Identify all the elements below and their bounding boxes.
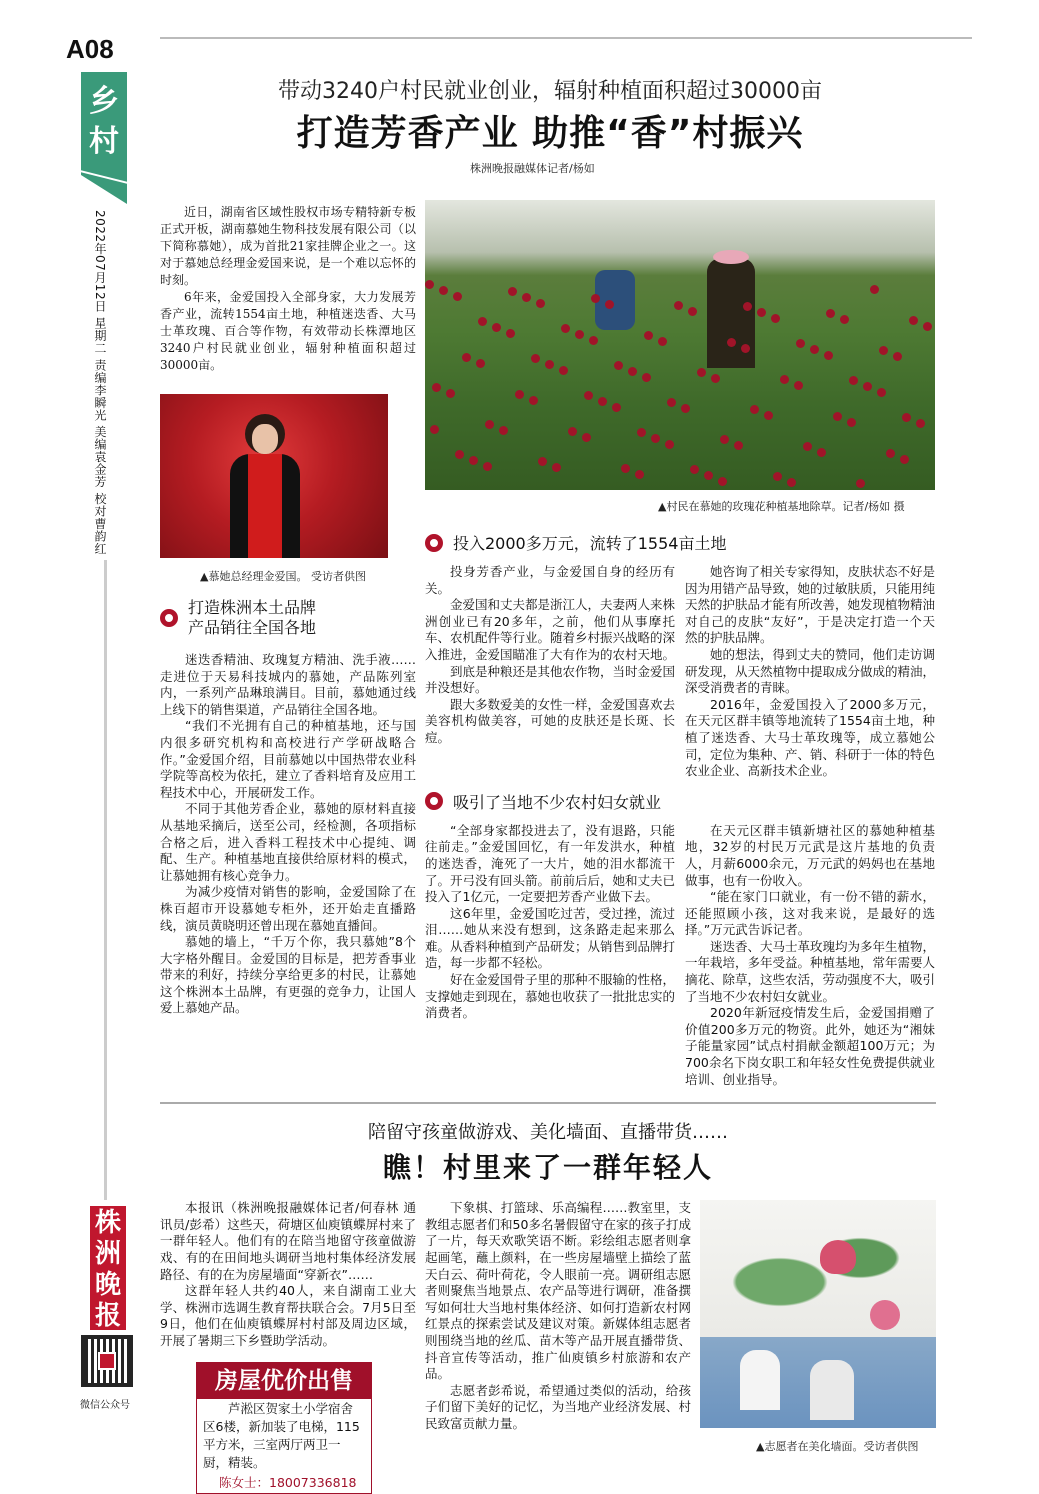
text-column: [685, 564, 935, 780]
rose-flower: [688, 307, 697, 316]
rose-flower: [773, 472, 782, 481]
rose-flower: [575, 330, 584, 339]
rose-flower: [727, 338, 736, 347]
rose-flower: [612, 403, 621, 412]
ad-title: 房屋优价出售: [197, 1363, 371, 1399]
rose-flower: [877, 388, 886, 397]
rose-flower: [522, 293, 531, 302]
rose-flower: [743, 302, 752, 311]
rose-flower: [870, 285, 879, 294]
page-number: A08: [66, 34, 114, 64]
paragraph: 不同于其他芳香企业，慕她的原材料直接从基地采摘后，送至公司，经检测，各项指标合格之后，进入香料工程技术中心提纯、调配、生产。种植基地直接供给原材料的模式，让慕她拥有核心竞争力。: [160, 801, 416, 883]
rose-flower: [923, 322, 932, 331]
rose-flower: [453, 292, 462, 301]
rose-flower: [718, 477, 727, 486]
photo1-caption: ▲慕她总经理金爱国。 受访者供图: [200, 570, 366, 583]
rose-flower: [902, 413, 911, 422]
rose-flower: [856, 479, 865, 488]
rose-flower: [651, 434, 660, 443]
rose-flower: [644, 331, 653, 340]
section2-heading-text: 投入2000多万元，流转了1554亩土地: [453, 534, 727, 553]
rose-flower: [430, 425, 439, 434]
article2-col1: [160, 1200, 416, 1493]
rose-flower: [446, 389, 455, 398]
rose-flower: [879, 346, 888, 355]
dateline: 2022年07月12日 星期二 责编李瞬光 美编袁金芳 校对曹韵红: [93, 210, 107, 555]
rose-flower: [674, 301, 683, 310]
section1-heading-line2: 产品销往全国各地: [188, 618, 317, 637]
rose-flower: [803, 442, 812, 451]
rose-flower: [605, 300, 614, 309]
paragraph: 2016年，金爱国投入了2000多万元，在天元区群丰镇等地流转了1554亩土地，种植了迷迭香、大马士革玫瑰等，成立慕她公司，定位为集种、产、销、科研于一体的特色农业企业、高新技术企业。: [685, 696, 936, 779]
rose-flower: [531, 354, 540, 363]
paragraph: 投身芳香产业，与金爱国自身的经历有关。: [425, 564, 675, 596]
rose-flower: [734, 441, 743, 450]
section1-body: [160, 652, 416, 1017]
paragraph: 这群年轻人共约40人，来自湖南工业大学、株洲市选调生教育帮扶联合会。7月5日至9日，他们在仙庾镇蝶屏村村部及周边区域，开展了暑期三下乡暨助学活动。: [160, 1283, 416, 1348]
rose-flower: [642, 373, 651, 382]
rose-flower: [469, 456, 478, 465]
rose-flower: [840, 315, 849, 324]
article-divider: [160, 1102, 936, 1104]
rose-flower: [582, 433, 591, 442]
rose-flower: [863, 382, 872, 391]
rose-flower: [515, 390, 524, 399]
paragraph: 慕她的墙上，“千万个你，我只慕她”8个大字格外醒目。金爱国的目标是，把芳香事业带来的利好，持续分享给更多的村民，让慕她这个株洲本土品牌，有更强的竞争力，让国人爱上慕她产品。: [160, 934, 416, 1016]
rose-flower: [849, 376, 858, 385]
photo-rose-field: [425, 200, 935, 490]
newspaper-logo: 株 洲 晚 报: [90, 1206, 126, 1330]
rose-flower: [690, 465, 699, 474]
article2-body: [160, 1200, 936, 1493]
rose-flower: [637, 428, 646, 437]
photo2-caption: ▲村民在慕她的玫瑰花种植基地除草。记者/杨如 摄: [658, 500, 905, 513]
article2-photo-column: [700, 1200, 936, 1493]
article1-title: 打造芳香产业 助推“香”村振兴: [296, 113, 804, 154]
rose-flower: [681, 404, 690, 413]
rose-flower: [750, 405, 759, 414]
rose-flower: [506, 329, 515, 338]
paragraph: “能在家门口就业，有一份不错的薪水，还能照顾小孩，这对我来说，是最好的选择。”万元武告诉记者。: [685, 889, 935, 938]
section2-heading: [425, 531, 935, 554]
photo3-caption: ▲志愿者在美化墙面。受访者供图: [756, 1440, 919, 1454]
paragraph: “我们不光拥有自己的种植基地，还与国内很多研究机构和高校进行产学研战略合作。”金爱国介绍，目前慕她以中国热带农业科学院等高校为依托，建立了香料培育及应用工程技术中心，开展研发工作。: [160, 718, 416, 800]
intro-paragraph: 6年来，金爱国投入全部身家，大力发展芳香产业，流转1554亩土地，种植迷迭香、大马士革玫瑰、百合等作物，有效带动长株潭地区3240户村民就业创业，辐射种植面积超过30000亩。: [160, 290, 416, 372]
photo-volunteers-mural: [700, 1200, 936, 1428]
paragraph: 本报讯（株洲晚报融媒体记者/何春林 通讯员/彭希）这些天，荷塘区仙庾镇蝶屏村来了一群年轻人。他们有的在陪当地留守孩童做游戏、有的在田间地头调研当地村集体经济发展路径、有的在为房屋墙面“穿新衣”……: [160, 1200, 416, 1282]
photo-general-manager: [160, 394, 388, 558]
rose-flower: [893, 352, 902, 361]
rose-flower: [589, 336, 598, 345]
rose-flower: [455, 450, 464, 459]
paragraph: 为减少疫情对销售的影响，金爱国除了在株百超市开设慕她专柜外，还开始走直播路线，演员黄晓明还曾出现在慕她直播间。: [160, 884, 416, 933]
ring-icon: [425, 534, 443, 552]
rose-flower: [780, 375, 789, 384]
section2-body: [425, 564, 935, 780]
rose-flower: [665, 440, 674, 449]
paragraph: 她的想法，得到丈夫的赞同，他们走访调研发现，从天然植物中提取成分做成的精油，深受消费者的青睐。: [685, 646, 936, 696]
section1-heading: [160, 598, 416, 638]
rose-flower: [794, 381, 803, 390]
rose-flower: [847, 418, 856, 427]
rose-flower: [614, 361, 623, 370]
rose-flower: [492, 323, 501, 332]
rose-flower: [621, 464, 630, 473]
rose-flower: [909, 316, 918, 325]
rose-flower: [628, 367, 637, 376]
rose-flower: [771, 314, 780, 323]
rose-flower: [439, 286, 448, 295]
paragraph: 这6年里，金爱国吃过苦，受过挫，流过泪……她从来没有想到，这条路走起来那么难。从香料种植到产品研发；从销售到品牌打造，每一步都不轻松。: [425, 905, 676, 971]
rose-flower: [476, 359, 485, 368]
paragraph: 2020年新冠疫情发生后，金爱国捐赠了价值200多万元的物资。此外，她还为“湘妹子能量家园”试点村捐献金额超100万元；为700余名下岗女职工和年轻女性免费提供就业培训、创业指导。: [685, 1005, 935, 1087]
rose-flower: [704, 471, 713, 480]
rose-flower: [552, 463, 561, 472]
ad-body: 芦淞区贺家土小学宿舍区6楼，新加装了电梯，115平方米，三室两厅两卫一厨，精装。: [203, 1400, 360, 1470]
left-column: [160, 204, 416, 1017]
ring-icon: [160, 609, 178, 627]
ad-contact: 陈女士：18007336818: [219, 1474, 357, 1490]
rose-flower: [826, 309, 835, 318]
rose-flower: [561, 324, 570, 333]
rose-flower: [635, 470, 644, 479]
article1-intro: [160, 204, 416, 374]
rose-flower: [432, 383, 441, 392]
rose-flower: [916, 419, 925, 428]
rose-flower: [817, 448, 826, 457]
rose-flower: [483, 462, 492, 471]
rose-flower: [900, 455, 909, 464]
rose-flower: [425, 280, 434, 289]
qr-logo: [98, 1352, 116, 1370]
paragraph: 迷迭香、大马士革玫瑰均为多年生植物，一年栽培，多年受益。种植基地，常年需要人摘花、除草，这些农活，劳动强度不大，吸引了当地不少农村妇女就业。: [685, 938, 936, 1004]
article2-col1-text: [160, 1200, 416, 1349]
rose-flower: [598, 397, 607, 406]
house-sale-ad: [196, 1362, 372, 1494]
paragraph: 跟大多数爱美的女性一样，金爱国喜欢去美容机构做美容，可她的皮肤还是长斑、长痘。: [425, 696, 676, 745]
section-label: 乡村: [89, 84, 119, 159]
paragraph: 志愿者彭希说，希望通过类似的活动，给孩子们留下美好的记忆，为当地产业经济发展、村民致富贡献力量。: [425, 1382, 691, 1431]
qr-label: 微信公众号: [80, 1400, 130, 1411]
rose-flower: [559, 366, 568, 375]
section3-heading-text: 吸引了当地不少农村妇女就业: [453, 792, 662, 812]
paragraph: 下象棋、打篮球、乐高编程……教室里，支教组志愿者们和50多名暑假留守在家的孩子打成了一片，每天欢歌笑语不断。彩绘组志愿者则拿起画笔，蘸上颜料，在一些房屋墙壁上描绘了蓝天白云、荷叶荷花，令人眼前一亮。调研组志愿者则聚焦当地景点、农产品等进行调研，准备撰写如何壮大当地村集体经济、如何打造新农村网红景点的探索尝试及建议对策。新媒体组志愿者则围绕当地的丝瓜、苗木等产品开展直播带货、抖音宣传等活动，推广仙庾镇乡村旅游和农产品。: [425, 1200, 691, 1382]
rose-flower: [499, 426, 508, 435]
rose-flower: [764, 411, 773, 420]
text-column: [685, 823, 935, 1089]
paragraph: “全部身家都投进去了，没有退路，只能往前走。”金爱国回忆，有一年发洪水，种植的迷迭香，淹死了一大片，她的泪水都流干了。开弓没有回头箭。前前后后，她和丈夫已投入了1亿元，一定要把芳香产业做下去。: [425, 822, 676, 905]
rose-flower: [529, 396, 538, 405]
intro-paragraph: 近日，湖南省区域性股权市场专精特新专板正式开板，湖南慕她生物科技发展有限公司（以下简称慕她），成为首批21家挂牌企业之一。这对于慕她总经理金爱国来说，是一个难以忘怀的时刻。: [160, 205, 416, 287]
text-column: [425, 564, 675, 780]
rose-flower: [697, 368, 706, 377]
article1-byline: 株洲晚报融媒体记者/杨如: [470, 162, 595, 175]
paragraph: 到底是种粮还是其他农作物，当时金爱国并没想好。: [425, 663, 676, 696]
rose-flower: [538, 457, 547, 466]
article2-col2: [425, 1200, 691, 1493]
rose-flower: [720, 435, 729, 444]
section3-heading: [425, 790, 935, 813]
rose-flower: [833, 412, 842, 421]
article2-title: 瞧！村里来了一群年轻人: [382, 1151, 713, 1185]
section1-heading-line1: 打造株洲本土品牌: [188, 598, 317, 617]
rose-flower: [787, 478, 796, 487]
rose-flower: [508, 287, 517, 296]
paragraph: 好在金爱国骨子里的那种不服输的性格，支撑她走到现在，慕她也收获了一批批忠实的消费者。: [425, 972, 676, 1021]
rose-flower: [886, 449, 895, 458]
rose-flower: [536, 299, 545, 308]
rose-flower: [658, 337, 667, 346]
rose-flower: [545, 360, 554, 369]
article2: [160, 1102, 936, 1493]
rose-flower: [757, 308, 766, 317]
rose-flower: [741, 344, 750, 353]
paragraph: 在天元区群丰镇新塘社区的慕她种植基地，32岁的村民万元武是这片基地的负责人，月薪6000余元，万元武的妈妈也在基地做事，也有一份收入。: [685, 822, 935, 888]
rose-flower: [591, 294, 600, 303]
rose-flower: [584, 391, 593, 400]
rose-flower: [810, 345, 819, 354]
rose-flower: [711, 374, 720, 383]
rose-flower: [462, 353, 471, 362]
rose-flower: [667, 398, 676, 407]
paragraph: 金爱国和丈夫都是浙江人，夫妻两人来株洲创业已有20多年，之前，他们从事摩托车、农机配件等行业。随着乡村振兴战略的深入推进，金爱国瞄准了大有作为的农村天地。: [425, 597, 676, 662]
rose-flower: [478, 317, 487, 326]
article2-subtitle: 陪留守孩童做游戏、美化墙面、直播带货……: [368, 1122, 728, 1144]
paragraph: 她咨询了相关专家得知，皮肤状态不好是因为用错产品导致，她的过敏肤质，只能用纯天然的护肤品才能有所改善，她发现植物精油对自己的皮肤“友好”，于是决定打造一个天然的护肤品牌。: [685, 564, 936, 646]
rose-flower: [568, 427, 577, 436]
ring-icon: [425, 792, 443, 810]
section3-body: [425, 823, 935, 1089]
rose-flower: [796, 339, 805, 348]
vertical-rule: [104, 560, 107, 1200]
rose-flower: [485, 420, 494, 429]
text-column: [425, 823, 675, 1089]
top-rule: [160, 37, 972, 39]
paragraph: 迷迭香精油、玫瑰复方精油、洗手液……走进位于天易科技城内的慕她，产品陈列室内，一系列产品琳琅满目。目前，慕她通过线上线下的销售渠道，产品销往全国各地。: [160, 652, 416, 717]
article1-subtitle: 带动3240户村民就业创业，辐射种植面积超过30000亩: [278, 79, 822, 104]
rose-flower: [824, 351, 833, 360]
